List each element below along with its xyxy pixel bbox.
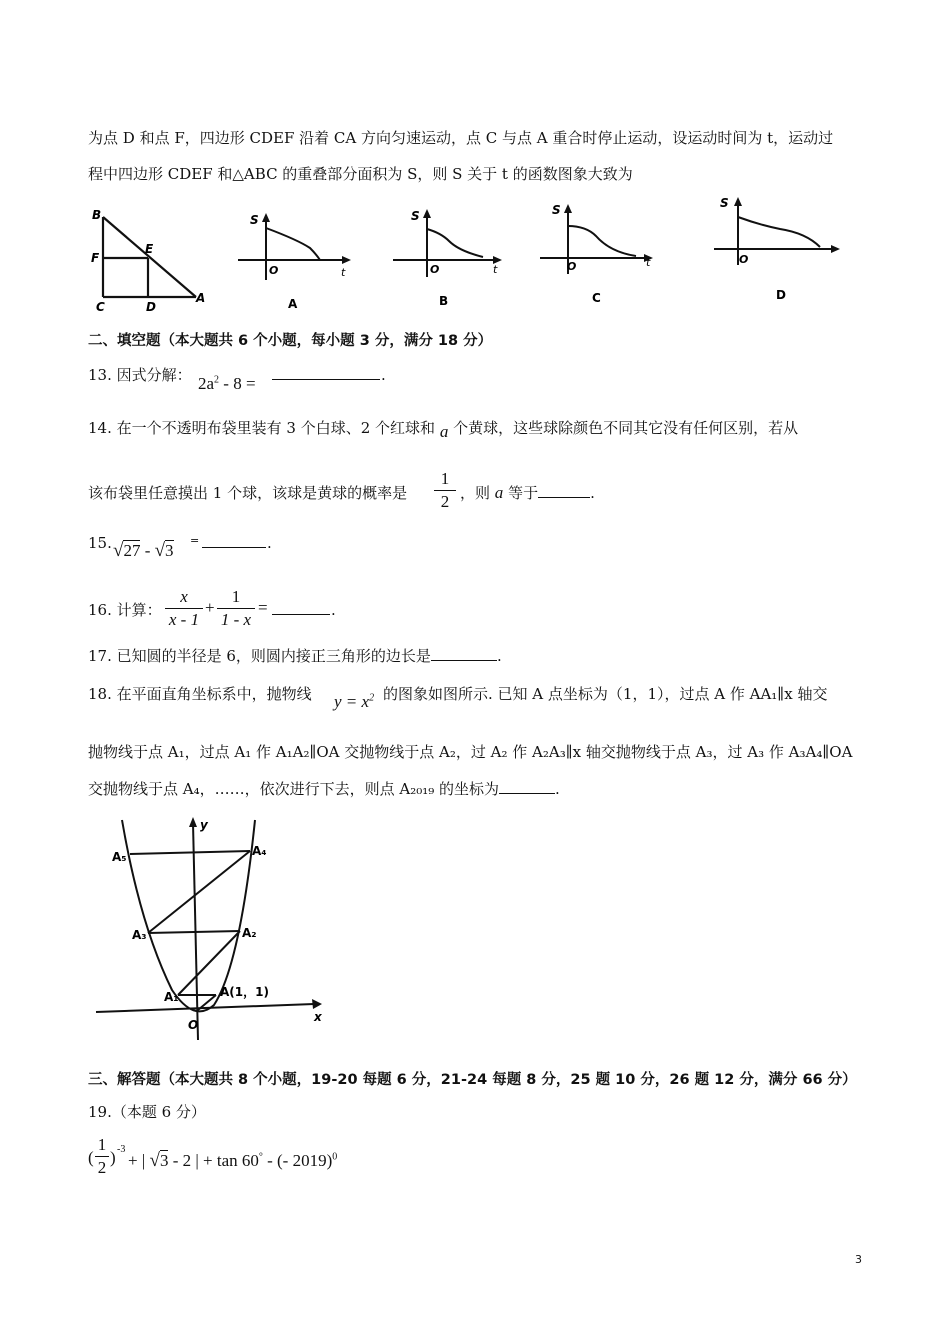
label-e: E — [145, 242, 154, 256]
q18-answer-blank — [499, 779, 555, 794]
q14-line1-a: 14. 在一个不透明布袋里装有 3 个白球、2 个红球和 — [88, 419, 436, 437]
q14-line2-c: 等于 — [508, 484, 539, 502]
s-arrow — [423, 209, 431, 218]
problem12-line2: 程中四边形 CDEF 和△ABC 的重叠部分面积为 S，则 S 关于 t 的函数图象大致为 — [88, 165, 633, 183]
q15-equals: = — [190, 534, 200, 547]
q16-plus: + — [205, 598, 215, 617]
q14-frac-num: 1 — [440, 469, 450, 488]
q14-var-a: a — [439, 422, 449, 441]
q19-close-paren: ) — [110, 1148, 116, 1167]
label-a2: A₂ — [242, 926, 257, 940]
q19-abs-tail: - 2 | + tan 60 — [168, 1151, 259, 1170]
q13-base: 2a — [198, 374, 215, 393]
page-number: 3 — [855, 1253, 862, 1266]
curve — [427, 229, 483, 257]
q16-end: . — [331, 601, 336, 619]
q19-exp2: 0 — [332, 1151, 338, 1163]
option-d-graph — [714, 195, 844, 305]
origin-label: O — [567, 260, 577, 273]
q18-end: . — [555, 780, 560, 798]
q19-title: 19.（本题 6 分） — [88, 1103, 206, 1121]
option-c-graph — [540, 200, 660, 310]
q13 — [88, 365, 192, 385]
q13-exp: 2 — [214, 374, 220, 386]
option-label: A — [288, 297, 298, 310]
t-arrow — [342, 256, 351, 264]
origin-label: O — [269, 264, 279, 277]
q14-line1-b: 个黄球，这些球除颜色不同其它没有任何区别，若从 — [453, 419, 799, 437]
q14-line1 — [88, 418, 799, 441]
t-label: t — [341, 266, 346, 279]
q14-line2 — [88, 483, 407, 503]
label-f: F — [91, 251, 100, 265]
q16-f2-num: 1 — [231, 587, 241, 606]
x-arrow — [312, 999, 322, 1009]
q14-var-a2: a — [494, 483, 504, 502]
q14-fraction — [434, 468, 456, 513]
label-a: A(1，1) — [220, 985, 269, 999]
q19-den: 2 — [97, 1158, 107, 1177]
segment-a3a2 — [148, 931, 240, 933]
label-a: A — [196, 291, 206, 305]
s-label: S — [411, 209, 420, 223]
label-a3: A₃ — [132, 928, 147, 942]
label-y: y — [200, 818, 208, 832]
s-arrow — [262, 213, 270, 222]
q18-exp: 2 — [369, 692, 375, 704]
q16-answer-blank — [272, 600, 330, 615]
label-x: x — [314, 1010, 322, 1024]
q15-prefix: 15. — [88, 534, 112, 552]
q16-f2-den: 1 - x — [220, 610, 252, 629]
q16-prefix: 16. 计算： — [88, 601, 162, 619]
q19-open-paren: ( — [88, 1148, 94, 1167]
q17 — [88, 646, 502, 666]
q14-line2-rest — [460, 483, 595, 503]
q14-line2-a: 该布袋里任意摸出 1 个球，该球是黄球的概率是 — [88, 484, 408, 502]
q15-end: . — [267, 534, 272, 552]
curve — [738, 217, 820, 247]
q14-line2-b: ，则 — [460, 484, 491, 502]
label-o: O — [188, 1018, 199, 1032]
t-label: t — [493, 263, 498, 276]
t-label: t — [646, 256, 651, 269]
label-a5: A₅ — [112, 850, 127, 864]
q15-minus: - — [140, 541, 155, 560]
label-a1: A₁ — [164, 990, 179, 1004]
q16-f1-den: x - 1 — [168, 610, 200, 629]
q19-rest: + | √3 - 2 | + tan 60° - (- 2019)$^0$ — [128, 1150, 338, 1171]
q19-num: 1 — [97, 1135, 107, 1154]
q14-end: . — [590, 484, 595, 502]
q13-answer-blank — [272, 365, 380, 380]
q19-radicand: 3 — [159, 1151, 169, 1170]
q18-line2: 抛物线于点 A₁，过点 A₁ 作 A₁A₂∥OA 交抛物线于点 A₂，过 A₂ 作 A₂A₃∥x 轴交抛物线于点 A₃，过 A₃ 作 A₃A₄∥OA — [88, 743, 853, 761]
q19-abs-part: + | — [128, 1151, 150, 1170]
q14-frac-den: 2 — [440, 492, 450, 511]
option-b-graph — [393, 205, 508, 310]
q19-exp1: -3 — [117, 1144, 126, 1155]
q16-fraction2 — [217, 586, 255, 631]
origin-label: O — [430, 263, 440, 276]
section3-heading: 三、解答题（本大题共 8 个小题，19-20 每题 6 分，21-24 每题 8 分，25 题 10 分，26 题 12 分，满分 66 分） — [88, 1072, 857, 1088]
problem12-line1: 为点 D 和点 F，四边形 CDEF 沿着 CA 方向匀速运动，点 C 与点 A 重合时停止运动，设运动时间为 t，运动过 — [88, 129, 834, 147]
option-label: D — [776, 288, 786, 302]
q15-answer-blank — [202, 533, 266, 548]
s-label: S — [720, 196, 729, 210]
triangle-figure — [88, 205, 213, 315]
q16-f1-num: x — [180, 587, 188, 606]
q15-radicand2: 3 — [165, 541, 174, 560]
curve — [568, 226, 636, 256]
q18-line3 — [88, 779, 560, 799]
s-label: S — [250, 213, 259, 227]
option-label: B — [439, 294, 449, 308]
q19-fraction — [95, 1134, 109, 1179]
q18-line1a: 18. 在平面直角坐标系中，抛物线 — [88, 685, 312, 703]
q17-text: 17. 已知圆的半径是 6，则圆内接正三角形的边长是 — [88, 647, 431, 665]
q17-answer-blank — [431, 646, 497, 661]
q18-line3-text: 交抛物线于点 A₄，……，依次进行下去，则点 A₂₀₁₉ 的坐标为 — [88, 780, 500, 798]
segment-a5a4 — [130, 851, 250, 854]
t-arrow — [831, 245, 840, 253]
s-arrow — [564, 204, 572, 213]
option-label: C — [592, 291, 601, 305]
q13-prefix: 13. 因式分解： — [88, 366, 192, 384]
curve — [266, 228, 320, 260]
q19-tail: - (- 2019) — [262, 1151, 333, 1170]
section2-heading: 二、填空题（本大题共 6 个小题，每小题 3 分，满分 18 分） — [88, 333, 493, 349]
q15-expression: √27 - √3 — [113, 540, 174, 561]
q14-answer-blank — [538, 483, 590, 498]
y-arrow — [189, 817, 197, 827]
s-label: S — [552, 203, 561, 217]
origin-label: O — [739, 253, 749, 266]
q18-line1b: 的图象如图所示. 已知 A 点坐标为（1，1），过点 A 作 AA₁∥x 轴交 — [383, 685, 828, 703]
parabola-figure — [92, 815, 342, 1055]
option-a-graph — [238, 210, 353, 310]
q15-radicand1: 27 — [123, 541, 141, 560]
s-arrow — [734, 197, 742, 206]
label-b: B — [92, 208, 102, 222]
q16-equals: = — [258, 598, 268, 617]
parabola — [122, 820, 255, 1011]
q19-degree: ° — [258, 1151, 263, 1163]
q13-expression — [198, 374, 256, 394]
label-c: C — [96, 300, 105, 314]
q18-expression — [334, 692, 374, 712]
segment-a4a3 — [148, 851, 250, 933]
label-a4: A₄ — [252, 844, 267, 858]
q13-tail: - 8 = — [219, 374, 256, 393]
q16-fraction1 — [165, 586, 203, 631]
q17-end: . — [496, 647, 502, 665]
q13-end: . — [381, 366, 386, 384]
label-d: D — [146, 300, 156, 314]
q18-expr: y = x — [334, 692, 370, 711]
